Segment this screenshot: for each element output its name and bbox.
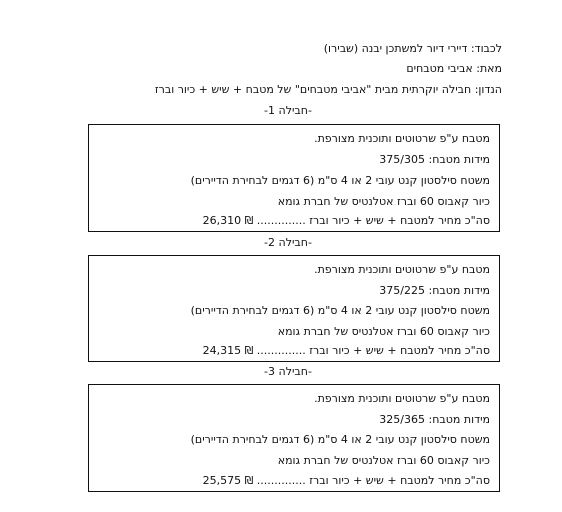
package-2-dimensions [379,284,490,298]
package-1-total [203,214,490,228]
package-1-sink: כיור קאבוס 60 וברז אטלנטיס של חברת גומא [277,195,490,208]
package-3-box [88,384,500,492]
package-1-box [88,124,500,232]
package-3-dimensions-value: 325/365 [379,413,425,426]
package-3-dimensions-label: מידות מטבח: [428,413,490,426]
package-1-total-label: סה"כ מחיר למטבח + שיש + כיור וברז .............. [256,214,490,227]
package-2-intro: מטבח ע"פ שרטוטים ותוכנית מצורפת. [314,263,490,276]
package-2-total-value: 24,315 ₪ [202,344,254,357]
package-3-total-label: סה"כ מחיר למטבח + שיש + כיור וברז .............. [256,474,490,487]
package-2-countertop: משטח סילסטון קנט עובי 2 או 4 ס"מ (6 דגמים לבחירת הדיירים) [190,304,490,317]
package-1-dimensions-value: 375/305 [379,153,425,166]
package-1-dimensions-label: מידות מטבח: [428,153,490,166]
package-3-sink: כיור קאבוס 60 וברז אטלנטיס של חברת גומא [277,454,490,467]
package-3-intro: מטבח ע"פ שרטוטים ותוכנית מצורפת. [314,392,490,405]
package-1-countertop: משטח סילסטון קנט עובי 2 או 4 ס"מ (6 דגמים לבחירת הדיירים) [190,174,490,187]
package-2-box [88,255,500,362]
package-2-title: -חבילה 2- [264,236,312,249]
from-line: מאת: אביבי מטבחים [406,62,502,75]
package-3-total [203,474,490,488]
package-3-title: -חבילה 3- [264,365,312,378]
package-2-sink: כיור קאבוס 60 וברז אטלנטיס של חברת גומא [277,325,490,338]
package-1-intro: מטבח ע"פ שרטוטים ותוכנית מצורפת. [314,132,490,145]
package-2-dimensions-value: 375/225 [379,284,425,297]
package-1-total-value: 26,310 ₪ [202,214,254,227]
package-1-dimensions [379,153,490,167]
package-3-total-value: 25,575 ₪ [202,474,254,487]
subject-line: הנדון: חבילה יוקרתית מבית "אביבי מטבחים" של מטבח + שיש + כיור וברז [154,83,502,96]
to-line: לכבוד: דיירי דיור למשתכן יבנה (שבירו) [323,42,502,55]
package-1-title: -חבילה 1- [264,104,312,117]
package-3-countertop: משטח סילסטון קנט עובי 2 או 4 ס"מ (6 דגמים לבחירת הדיירים) [190,433,490,446]
package-2-total [203,344,490,358]
package-2-dimensions-label: מידות מטבח: [428,284,490,297]
package-3-dimensions [379,413,490,427]
package-2-total-label: סה"כ מחיר למטבח + שיש + כיור וברז .............. [256,344,490,357]
